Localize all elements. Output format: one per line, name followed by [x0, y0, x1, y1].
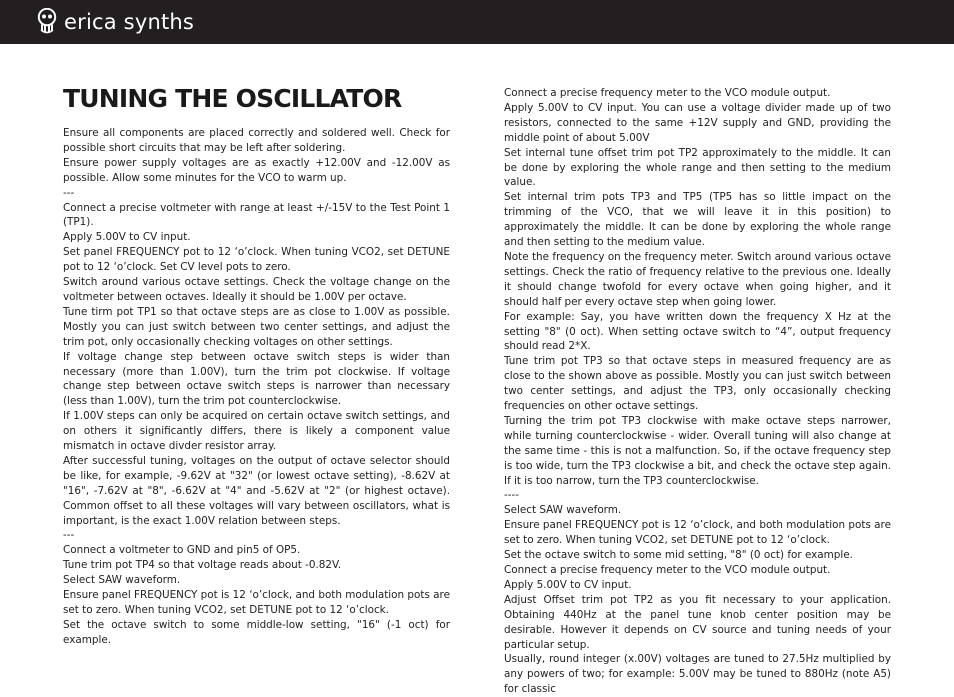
- paragraph: ---: [63, 186, 75, 199]
- paragraph: If 1.00V steps can only be acquired on certain octave switch settings, and on others it significantly differs, there is likely a component value mismatch in octave divder resistor array.: [63, 410, 450, 453]
- paragraph: Set the octave switch to some middle-low setting, "16" (-1 oct) for example.: [63, 618, 450, 646]
- paragraph: Select SAW waveform.: [63, 574, 181, 587]
- paragraph: Tune trim pot TP3 so that octave steps in measured frequency are as close to the shown above as possible. Mostly you can just switch between two center settings, and adjust the TP3, only occasionally checking frequencies on other octave settings.: [504, 355, 891, 413]
- paragraph: For example: Say, you have written down the frequency X Hz at the setting "8" (0 oct). When setting octave switch to “4”, output frequency should read 2*X.: [504, 310, 891, 353]
- paragraph: Set panel FREQUENCY pot to 12 ‘o’clock. When tuning VCO2, set DETUNE pot to 12 ‘o’clock. Set CV level pots to zero.: [63, 246, 450, 274]
- paragraph: Set internal tune offset trim pot TP2 approximately to the middle. It can be done by exploring the whole range and then setting to the medium value.: [504, 146, 891, 189]
- paragraph: Ensure panel FREQUENCY pot is 12 ‘o’clock, and both modulation pots are set to zero. When tuning VCO2, set DETUNE pot to 12 ‘o’clock.: [504, 519, 891, 547]
- left-column: [63, 84, 450, 648]
- paragraph: Set the octave switch to some mid setting, "8" (0 oct) for example.: [504, 549, 853, 562]
- paragraph: Apply 5.00V to CV input. You can use a voltage divider made up of two resistors, connected to the same +12V supply and GND, providing the middle point of about 5.00V: [504, 101, 891, 144]
- brand-logo[interactable]: [36, 8, 194, 36]
- paragraph: Tune tirm pot TP1 so that octave steps are as close to 1.00V as possible. Mostly you can just switch between two center settings, and adjust the trim pot, only occasionally checking voltages on other settings.: [63, 305, 450, 348]
- paragraph: Connect a voltmeter to GND and pin5 of OP5.: [63, 544, 301, 557]
- page-title: TUNING THE OSCILLATOR: [63, 84, 402, 113]
- paragraph: Turning the trim pot TP3 clockwise with make octave steps narrower, while turning counterclockwise - wider. Overall tuning will also change at the same time - this is not a malfunction. So, if the octave frequency step is too wide, turn the TP3 clockwise a bit, and check the octave step again. If it is too narrow, turn the TP3 counterclockwise.: [504, 414, 891, 487]
- paragraph: Tune trim pot TP4 so that voltage reads about -0.82V.: [63, 559, 342, 572]
- paragraph: Connect a precise frequency meter to the VCO module output.: [504, 564, 831, 576]
- paragraph: Note the frequency on the frequency meter. Switch around various octave settings. Check the ratio of frequency relative to the previous one. Ideally it should change twofold for every octave when going higher, and it should half per every octave step when going lower.: [504, 250, 891, 308]
- paragraph: Apply 5.00V to CV input.: [504, 578, 632, 591]
- paragraph: Ensure all components are placed correctly and soldered well. Check for possible short circuits that may be left after soldering.: [63, 127, 450, 154]
- paragraph: Set internal trim pots TP3 and TP5 (TP5 has so little impact on the trimming of the VCO, that we will leave it in this position) to approximately the middle. It can be done by exploring the whole range and then setting to the medium value.: [504, 191, 891, 249]
- paragraph: Connect a precise voltmeter with range at least +/-15V to the Test Point 1 (TP1).: [63, 201, 450, 229]
- paragraph: Usually, round integer (x.00V) voltages are tuned to 27.5Hz multiplied by any powers of two; for example: 5.00V may be tuned to 880Hz (note A5) for classic: [504, 653, 891, 696]
- skull-logo-icon: [36, 8, 58, 36]
- paragraph: Adjust Offset trim pot TP2 as you fit necessary to your application. Obtaining 440Hz at the panel tune knob center position may be desirable. However it depends on CV source and tuning needs of your particular setup.: [504, 593, 891, 651]
- paragraph: Apply 5.00V to CV input.: [63, 231, 191, 244]
- paragraph: Ensure panel FREQUENCY pot is 12 ‘o’clock, and both modulation pots are set to zero. When tuning VCO2, set DETUNE pot to 12 ‘o’clock.: [63, 589, 450, 616]
- header-bar: [0, 0, 954, 44]
- paragraph: Ensure power supply voltages are as exactly +12.00V and -12.00V as possible. Allow some minutes for the VCO to warm up.: [63, 156, 450, 184]
- paragraph: Select SAW waveform.: [504, 504, 622, 517]
- paragraph: ----: [504, 489, 519, 502]
- paragraph: If voltage change step between octave switch steps is wider than necessary (more than 1.00V), turn the trim pot clockwise. If voltage change step between octave switch steps is narrower than necessary (less than 1.00V), turn the trim pot counterclockwise.: [63, 350, 450, 408]
- right-text-block: [504, 86, 891, 697]
- paragraph: Switch around various octave settings. Check the voltage change on the voltmeter between octaves. Ideally it should be 1.00V per octave.: [63, 276, 450, 303]
- left-text-block: [63, 126, 450, 648]
- paragraph: Connect a precise frequency meter to the VCO module output.: [504, 87, 831, 99]
- paragraph: ---: [63, 529, 75, 542]
- paragraph: After successful tuning, voltages on the output of octave selector should be like, for example, -9.62V at "32" (or lowest octave setting), -8.62V at "16", -7.62V at "8", -6.62V at "4" and -5.62V at "2" (or highest octave). Common offset to all these voltages will vary between oscillators, what is important, is the exact 1.00V relation between steps.: [63, 454, 450, 527]
- logo-text: erica synths: [64, 10, 195, 34]
- right-column: [504, 86, 891, 697]
